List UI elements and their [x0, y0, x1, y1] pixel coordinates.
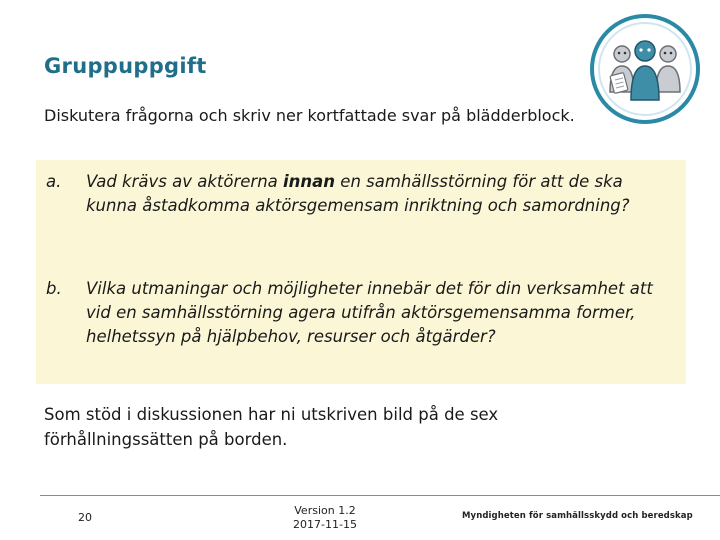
question-text-part: Vad krävs av aktörerna — [86, 172, 284, 191]
questions-box — [36, 160, 686, 384]
group-discussion-icon — [588, 12, 702, 126]
organization-name: Myndigheten för samhällsskydd och beredskap — [462, 511, 693, 521]
question-text-part: en samhällsstörning för att de ska kunna åstadkomma aktörsgemensam inriktning och samordning? — [86, 172, 630, 215]
version-info — [270, 504, 380, 532]
question-marker: b. — [46, 279, 62, 298]
intro-text: Diskutera frågorna och skriv ner kortfattade svar på blädderblock. — [44, 106, 575, 125]
question-text: Vilka utmaningar och möjligheter innebär det för din verksamhet att vid en samhällsstörning agera utifrån aktörsgemensamma former, helhetssyn på hjälpbehov, resurser och åtgärder? — [86, 279, 653, 346]
footer-divider — [40, 495, 720, 496]
slide-title: Gruppuppgift — [44, 54, 207, 78]
version-label: Version 1.2 — [294, 504, 356, 517]
question-text — [86, 170, 676, 218]
page-number: 20 — [78, 511, 92, 524]
version-date: 2017-11-15 — [293, 518, 357, 531]
question-emphasis: innan — [283, 172, 336, 191]
support-text: Som stöd i diskussionen har ni utskriven bild på de sex förhållningssätten på borden. — [44, 405, 499, 449]
question-marker: a. — [46, 172, 62, 191]
